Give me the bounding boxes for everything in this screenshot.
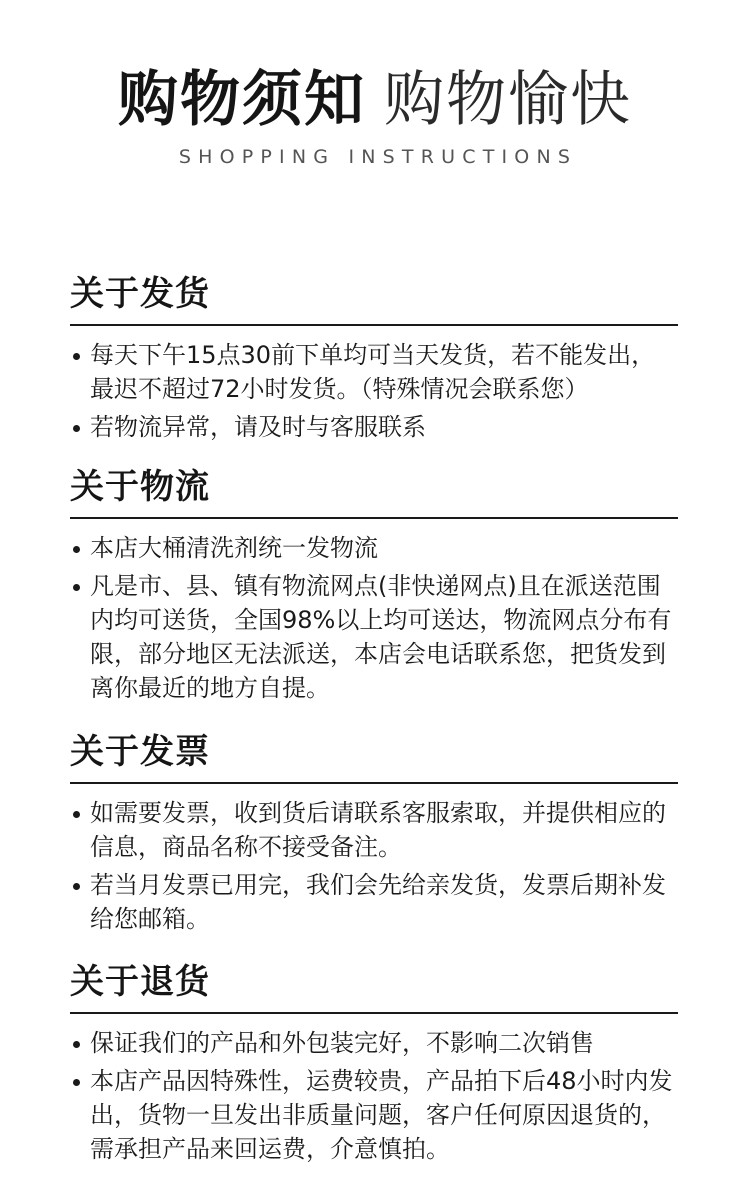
list-item	[70, 1026, 678, 1060]
section-title: 关于退货	[70, 960, 678, 1014]
bullet-icon	[73, 811, 80, 818]
section-returns	[70, 960, 678, 1170]
item-list	[70, 519, 678, 705]
section-shipping	[70, 272, 678, 448]
bullet-icon	[73, 584, 80, 591]
page-header	[0, 62, 750, 168]
list-item	[70, 569, 678, 705]
bullet-icon	[73, 1041, 80, 1048]
item-text: 如需要发票，收到货后请联系客服索取，并提供相应的信息，商品名称不接受备注。	[90, 799, 666, 861]
list-item	[70, 410, 678, 444]
bullet-icon	[73, 425, 80, 432]
bullet-icon	[73, 353, 80, 360]
list-item	[70, 796, 678, 864]
item-text: 若当月发票已用完，我们会先给亲发货，发票后期补发给您邮箱。	[90, 871, 666, 933]
section-invoice	[70, 730, 678, 940]
section-title: 关于物流	[70, 465, 678, 519]
item-list	[70, 1014, 678, 1166]
title-light: 购物愉快	[384, 65, 632, 135]
list-item	[70, 1064, 678, 1166]
item-text: 每天下午15点30前下单均可当天发货，若不能发出，最迟不超过72小时发货。（特殊情况会联系您）	[90, 341, 656, 403]
item-text: 凡是市、县、镇有物流网点(非快递网点)且在派送范围内均可送货，全国98%以上均可送达，物流网点分布有限，部分地区无法派送，本店会电话联系您，把货发到离你最近的地方自提。	[90, 572, 672, 702]
section-title: 关于发货	[70, 272, 678, 326]
list-item	[70, 338, 678, 406]
list-item	[70, 531, 678, 565]
section-title: 关于发票	[70, 730, 678, 784]
bullet-icon	[73, 546, 80, 553]
page-title	[0, 62, 750, 138]
item-list	[70, 326, 678, 444]
bullet-icon	[73, 1079, 80, 1086]
section-logistics	[70, 465, 678, 709]
list-item	[70, 868, 678, 936]
item-text: 若物流异常，请及时与客服联系	[90, 413, 426, 441]
item-text: 本店大桶清洗剂统一发物流	[90, 534, 378, 562]
item-text: 本店产品因特殊性，运费较贵，产品拍下后48小时内发出，货物一旦发出非质量问题，客户任何原因退货的，需承担产品来回运费，介意慎拍。	[90, 1067, 673, 1163]
item-text: 保证我们的产品和外包装完好，不影响二次销售	[90, 1029, 594, 1057]
page-subtitle: SHOPPING INSTRUCTIONS	[178, 146, 578, 168]
bullet-icon	[73, 883, 80, 890]
item-list	[70, 784, 678, 936]
title-bold: 购物须知	[118, 65, 366, 135]
